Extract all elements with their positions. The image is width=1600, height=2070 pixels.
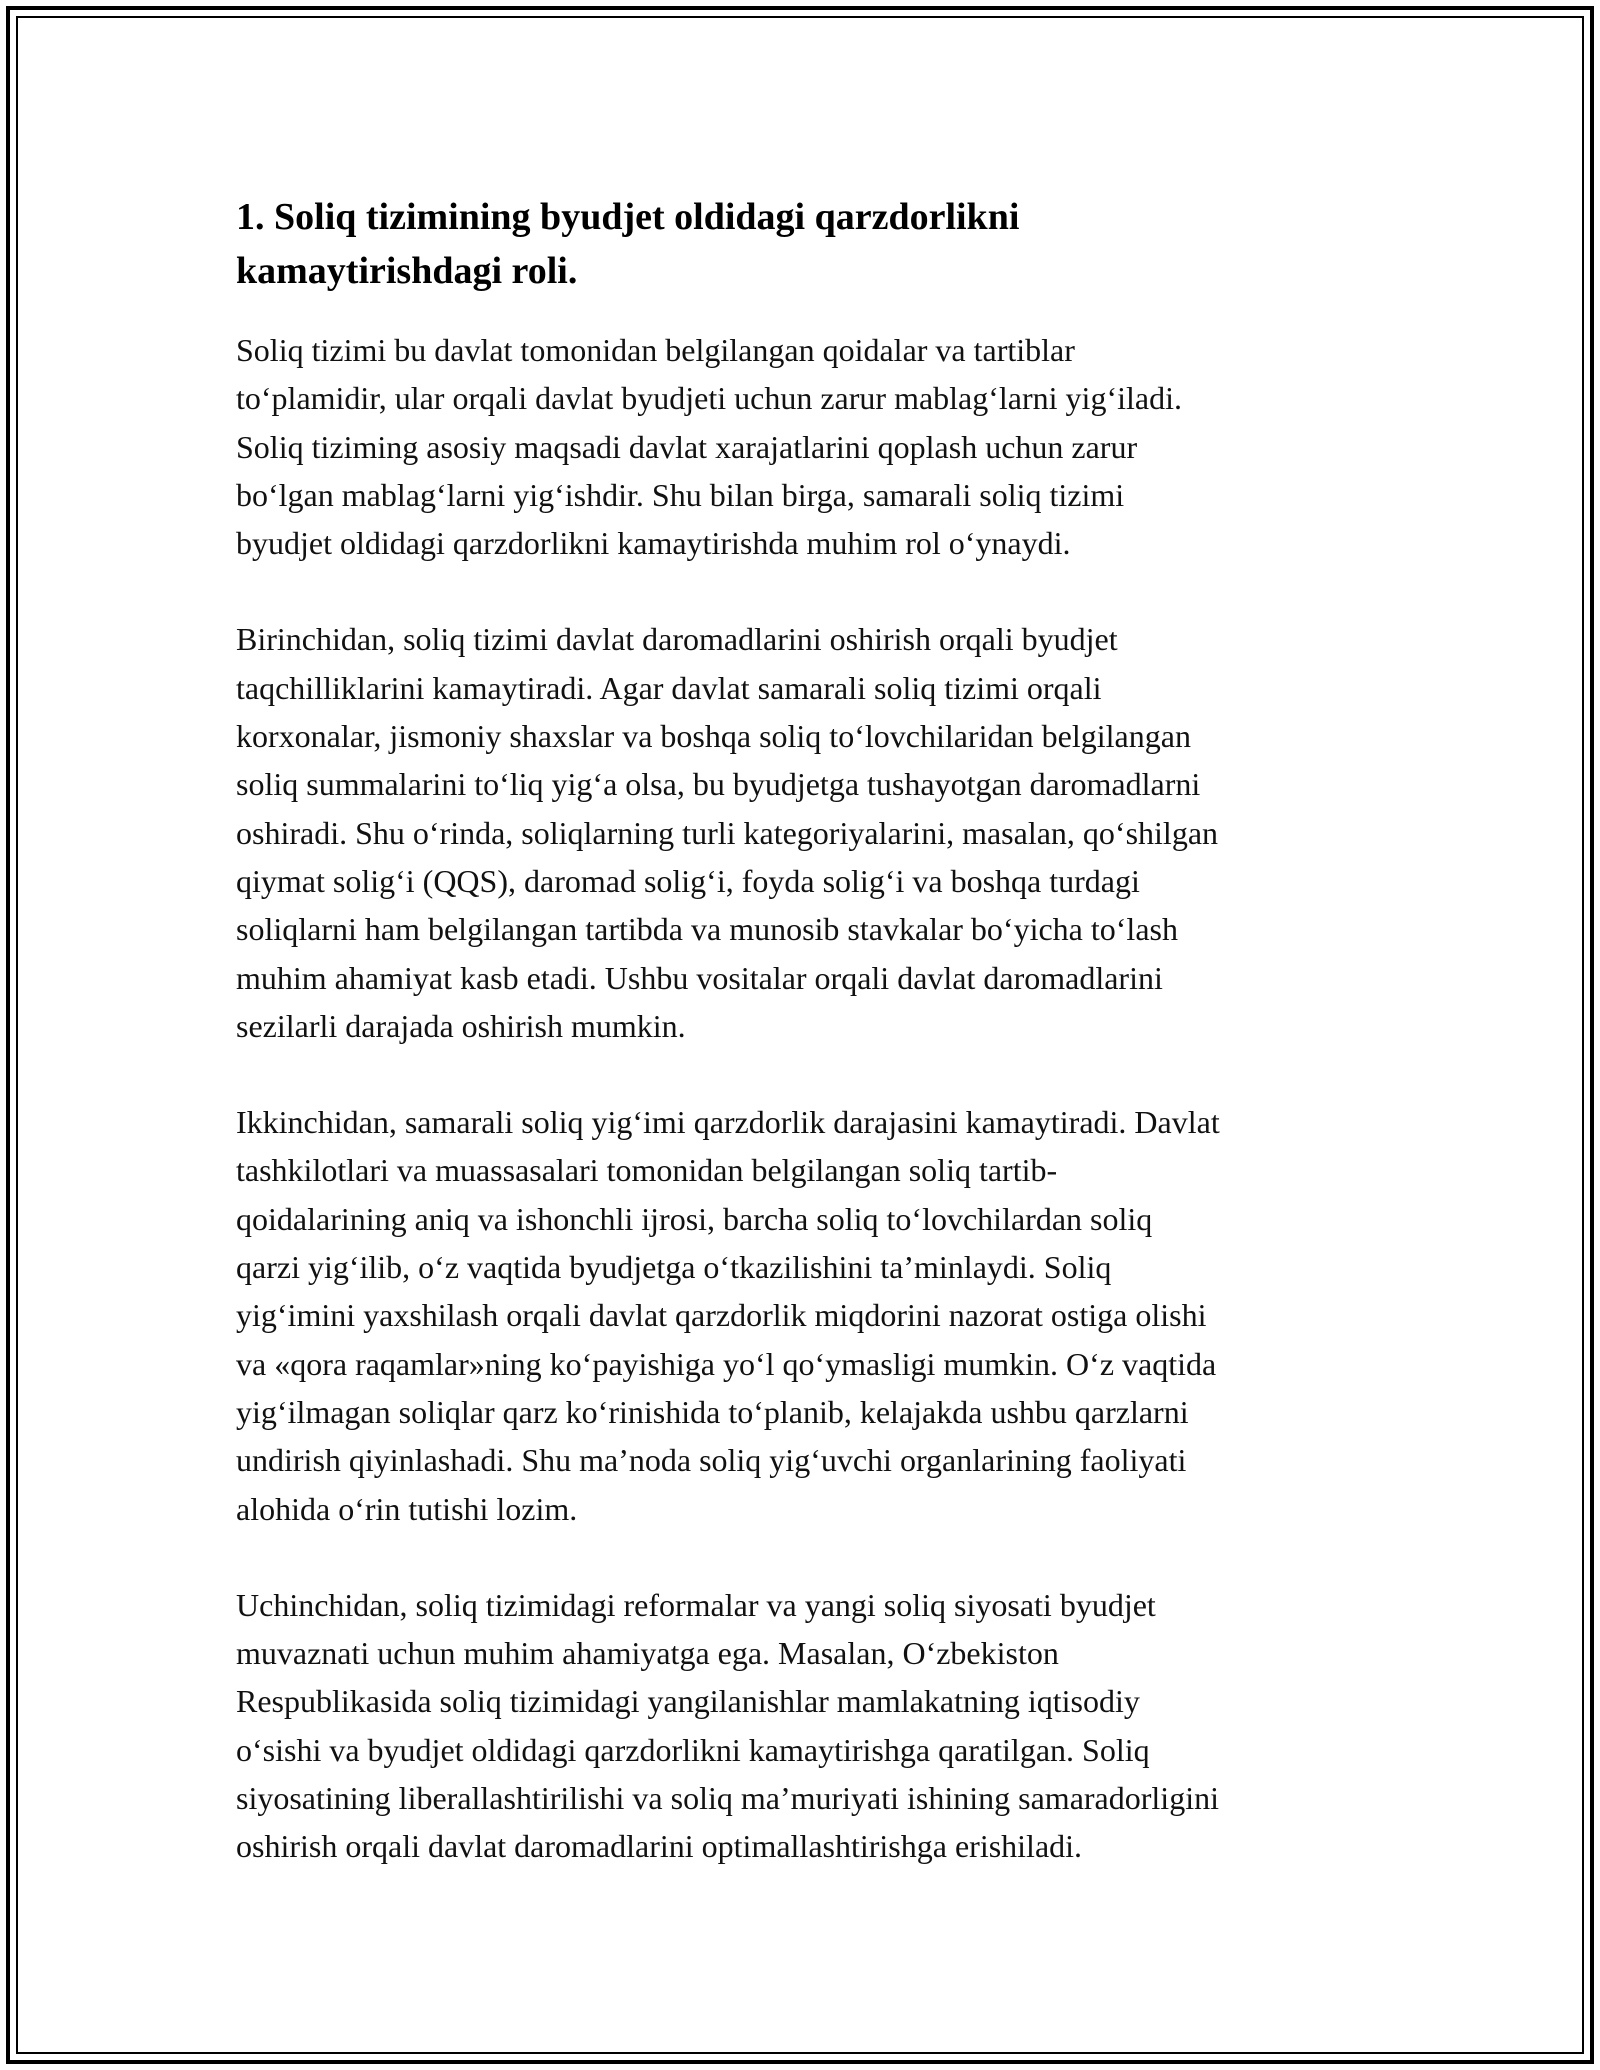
text-line: muvaznati uchun muhim ahamiyatga ega. Masalan, O‘zbekiston xyxy=(236,1635,1059,1672)
text-line: Respublikasida soliq tizimidagi yangilanishlar mamlakatning iqtisodiy xyxy=(236,1683,1140,1720)
document-body xyxy=(236,190,1366,1919)
text-line: sezilarli darajada oshirish mumkin. xyxy=(236,1007,686,1044)
text-line: bo‘lgan mablag‘larni yig‘ishdir. Shu bilan birga, samarali soliq tizimi xyxy=(236,476,1125,513)
paragraph-second xyxy=(236,1098,1366,1533)
text-line: qarzi yig‘ilib, o‘z vaqtida byudjetga o‘tkazilishini ta’minlaydi. Soliq xyxy=(236,1249,1112,1286)
text-line: Birinchidan, soliq tizimi davlat daromadlarini oshirish orqali byudjet xyxy=(236,621,1118,658)
text-line: tashkilotlari va muassasalari tomonidan belgilangan soliq tartib- xyxy=(236,1152,1058,1189)
text-line: oshirish orqali davlat daromadlarini optimallashtirishga erishiladi. xyxy=(236,1828,1083,1865)
text-line: Uchinchidan, soliq tizimidagi reformalar va yangi soliq siyosati byudjet xyxy=(236,1586,1156,1623)
text-line: qiymat solig‘i (QQS), daromad solig‘i, foyda solig‘i va boshqa turdagi xyxy=(236,862,1140,899)
text-line: yig‘ilmagan soliqlar qarz ko‘rinishida to‘planib, kelajakda ushbu qarzlarni xyxy=(236,1393,1189,1430)
text-line: korxonalar, jismoniy shaxslar va boshqa soliq to‘lovchilaridan belgilangan xyxy=(236,718,1191,755)
text-line: yig‘imini yaxshilash orqali davlat qarzdorlik miqdorini nazorat ostiga olishi xyxy=(236,1297,1207,1334)
text-line: o‘sishi va byudjet oldidagi qarzdorlikni kamaytirishga qaratilgan. Soliq xyxy=(236,1731,1150,1768)
text-line: soliqlarni ham belgilangan tartibda va munosib stavkalar bo‘yicha to‘lash xyxy=(236,911,1178,948)
text-line: muhim ahamiyat kasb etadi. Ushbu vositalar orqali davlat daromadlarini xyxy=(236,959,1163,996)
text-line: soliq summalarini to‘liq yig‘a olsa, bu byudjetga tushayotgan daromadlarni xyxy=(236,766,1201,803)
text-line: qoidalarining aniq va ishonchli ijrosi, barcha soliq to‘lovchilardan soliq xyxy=(236,1200,1153,1237)
title-line: kamaytirishdagi roli. xyxy=(236,250,578,292)
title-line: 1. Soliq tizimining byudjet oldidagi qarzdorlikni xyxy=(236,196,1020,238)
text-line: to‘plamidir, ular orqali davlat byudjeti uchun zarur mablag‘larni yig‘iladi. xyxy=(236,380,1182,417)
text-line: undirish qiyinlashadi. Shu ma’noda soliq yig‘uvchi organlarining faoliyati xyxy=(236,1442,1187,1479)
paragraph-intro xyxy=(236,326,1366,567)
paragraph-first xyxy=(236,615,1366,1050)
text-line: Soliq tiziming asosiy maqsadi davlat xarajatlarini qoplash uchun zarur xyxy=(236,428,1138,465)
text-line: va «qora raqamlar»ning ko‘payishiga yo‘l qo‘ymasligi mumkin. O‘z vaqtida xyxy=(236,1345,1217,1382)
text-line: Soliq tizimi bu davlat tomonidan belgilangan qoidalar va tartiblar xyxy=(236,332,1075,368)
text-line: taqchilliklarini kamaytiradi. Agar davlat samarali soliq tizimi orqali xyxy=(236,669,1102,706)
page-title xyxy=(236,190,1366,298)
text-line: siyosatining liberallashtirilishi va soliq ma’muriyati ishining samaradorligini xyxy=(236,1780,1219,1817)
text-line: alohida o‘rin tutishi lozim. xyxy=(236,1490,578,1527)
paragraph-third xyxy=(236,1581,1366,1871)
text-line: Ikkinchidan, samarali soliq yig‘imi qarzdorlik darajasini kamaytiradi. Davlat xyxy=(236,1104,1220,1141)
text-line: byudjet oldidagi qarzdorlikni kamaytirishda muhim rol o‘ynaydi. xyxy=(236,525,1071,562)
text-line: oshiradi. Shu o‘rinda, soliqlarning turli kategoriyalarini, masalan, qo‘shilgan xyxy=(236,814,1219,851)
